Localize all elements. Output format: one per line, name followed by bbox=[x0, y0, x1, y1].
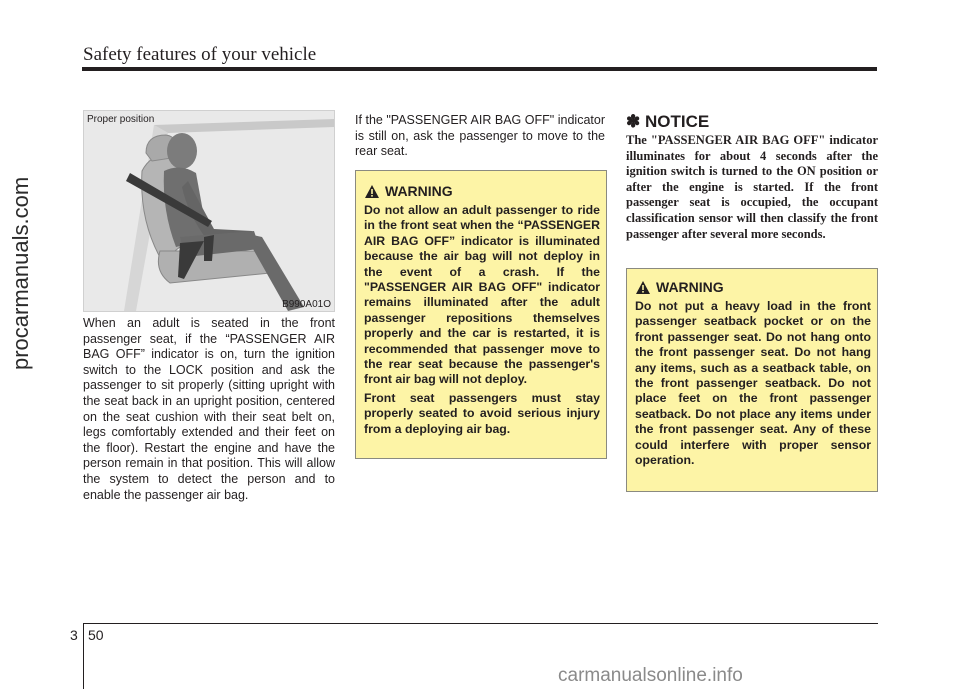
warning-paragraph: Do not put a heavy load in the front passenger seatback pocket or on the front passenger seat. Do not hang onto the front passenger seat. Do not hang any items, such as a seatback table, on the front passenger seatback. Do not place feet on the front passenger seatback. Do not place any items under the front passenger seat. Any of these could interfere with proper sensor operation. bbox=[635, 299, 871, 468]
figure-caption: Proper position bbox=[87, 114, 155, 125]
notice-body: The "PASSENGER AIR BAG OFF" indicator illuminates for about 4 seconds after the ignition switch is turned to the ON position or after the engine is started. If the front passenger seat is occupied, the occupant classification sensor will then classify the front passenger after several more seconds. bbox=[626, 133, 878, 241]
page-number: 50 bbox=[88, 627, 104, 643]
warning-box-seatback-load bbox=[626, 268, 878, 492]
footer-watermark: carmanualsonline.info bbox=[558, 665, 743, 686]
figure-code: B990A01O bbox=[282, 299, 331, 310]
side-watermark: procarmanuals.com bbox=[8, 176, 33, 370]
page-header-title: Safety features of your vehicle bbox=[83, 44, 317, 65]
warning-box-adult-passenger bbox=[355, 170, 607, 459]
warning-title: WARNING bbox=[385, 183, 453, 199]
footer-rule bbox=[83, 623, 878, 624]
warning-title: WARNING bbox=[656, 279, 724, 295]
column2-paragraph: If the "PASSENGER AIR BAG OFF" indicator is still on, ask the passenger to move to the rear seat. bbox=[355, 113, 605, 159]
warning-triangle-icon bbox=[364, 184, 380, 199]
seated-passenger-illustration bbox=[84, 111, 334, 311]
seating-figure bbox=[83, 110, 335, 312]
warning-paragraph: Front seat passengers must stay properly seated to avoid serious injury from a deploying air bag. bbox=[364, 390, 600, 436]
warning-body bbox=[364, 203, 600, 437]
warning-header bbox=[364, 183, 600, 199]
notice-title: ✽ NOTICE bbox=[626, 112, 710, 131]
warning-body bbox=[635, 299, 871, 468]
warning-triangle-icon bbox=[635, 280, 651, 295]
section-number: 3 bbox=[70, 627, 78, 643]
header-rule bbox=[82, 67, 877, 71]
column1-paragraph: When an adult is seated in the front passenger seat, if the “PASSENGER AIR BAG OFF” indicator is on, turn the ignition switch to the LOCK position and ask the passenger to sit properly (sitting upright with the seat back in an upright position, centered on the seat cushion with their seat belt on, legs comfortably extended and their feet on the floor). Restart the engine and have the person remain in that position. This will allow the system to detect the person and to enable the passenger air bag. bbox=[83, 316, 335, 502]
warning-paragraph: Do not allow an adult passenger to ride in the front seat when the “PASSENGER AIR BAG OFF” indicator is illuminated because the air bag will not deploy in the event of a crash. If the "PASSENGER AIR BAG OFF" indicator remains illuminated after the adult passenger repositions themselves properly and the car is restarted, it is recommended that passenger move to the rear seat because the passenger's front air bag will not deploy. bbox=[364, 203, 600, 387]
warning-header bbox=[635, 279, 871, 295]
footer-divider bbox=[83, 623, 84, 689]
